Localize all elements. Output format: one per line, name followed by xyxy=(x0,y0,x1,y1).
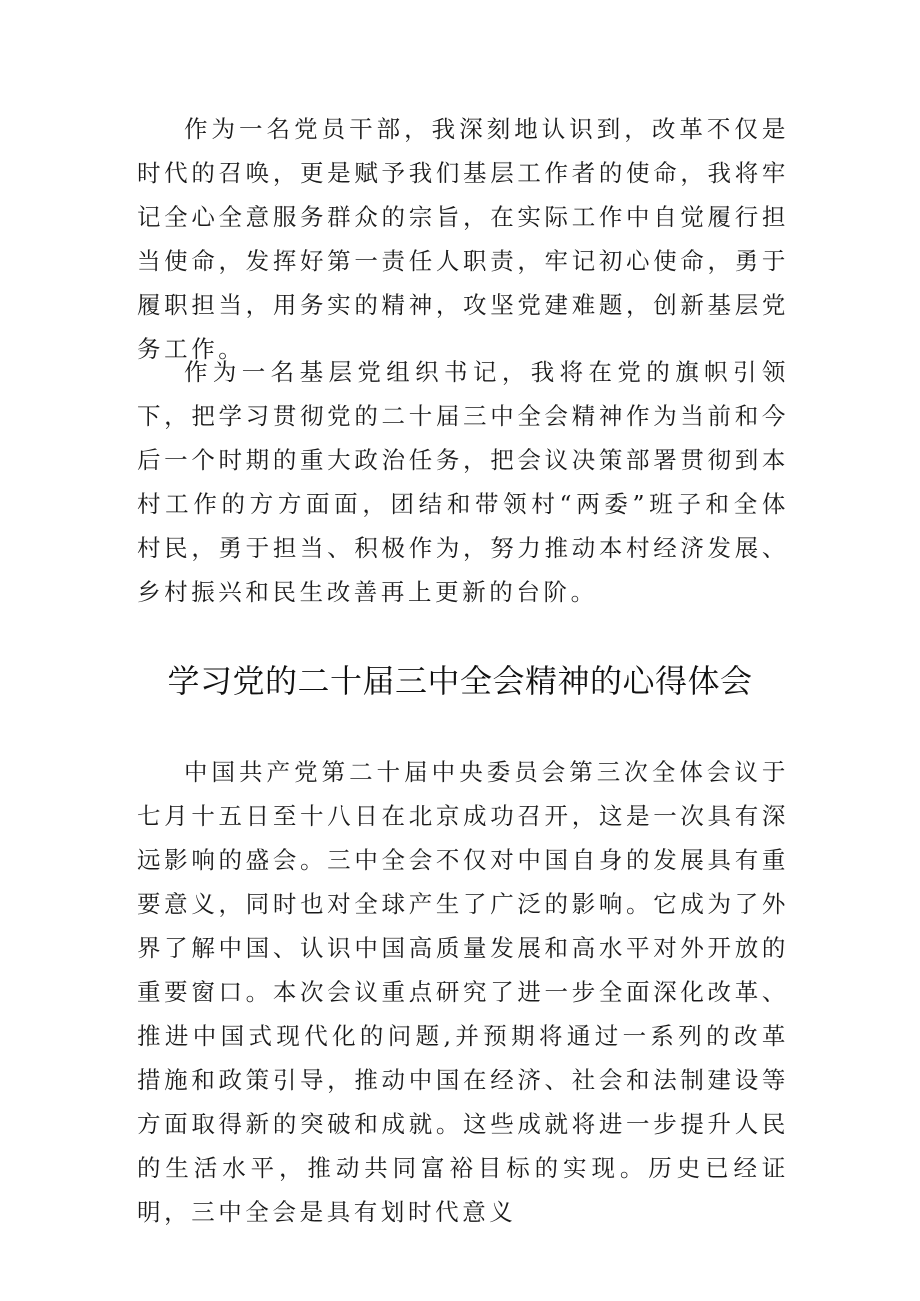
paragraph-party-member-reflection: 作为一名党员干部，我深刻地认识到，改革不仅是时代的召唤，更是赋予我们基层工作者的使命，我将牢记全心全意服务群众的宗旨，在实际工作中自觉履行担当使命，发挥好第一责任人职责，牢记初心使命，勇于履职担当，用务实的精神，攻坚党建难题，创新基层党务工作。 xyxy=(137,115,789,363)
article-title: 学习党的二十届三中全会精神的心得体会 xyxy=(167,662,753,700)
paragraph-plenum-introduction: 中国共产党第二十届中央委员会第三次全体会议于七月十五日至十八日在北京成功召开，这是一次具有深远影响的盛会。三中全会不仅对中国自身的发展具有重要意义，同时也对全球产生了广泛的影响。它成为了外界了解中国、认识中国高质量发展和高水平对外开放的重要窗口。本次会议重点研究了进一步全面深化改革、推进中国式现代化的问题,并预期将通过一系列的改革措施和政策引导，推动中国在经济、社会和法制建设等方面取得新的突破和成就。这些成就将进一步提升人民的生活水平，推动共同富裕目标的实现。历史已经证明，三中全会是具有划时代意义 xyxy=(137,758,789,1226)
paragraph-branch-secretary-commitment: 作为一名基层党组织书记，我将在党的旗帜引领下，把学习贯彻党的二十届三中全会精神作为当前和今后一个时期的重大政治任务，把会议决策部署贯彻到本村工作的方方面面，团结和带领村“两委”班子和全体村民，勇于担当、积极作为，努力推动本村经济发展、乡村振兴和民生改善再上更新的台阶。 xyxy=(137,358,789,606)
